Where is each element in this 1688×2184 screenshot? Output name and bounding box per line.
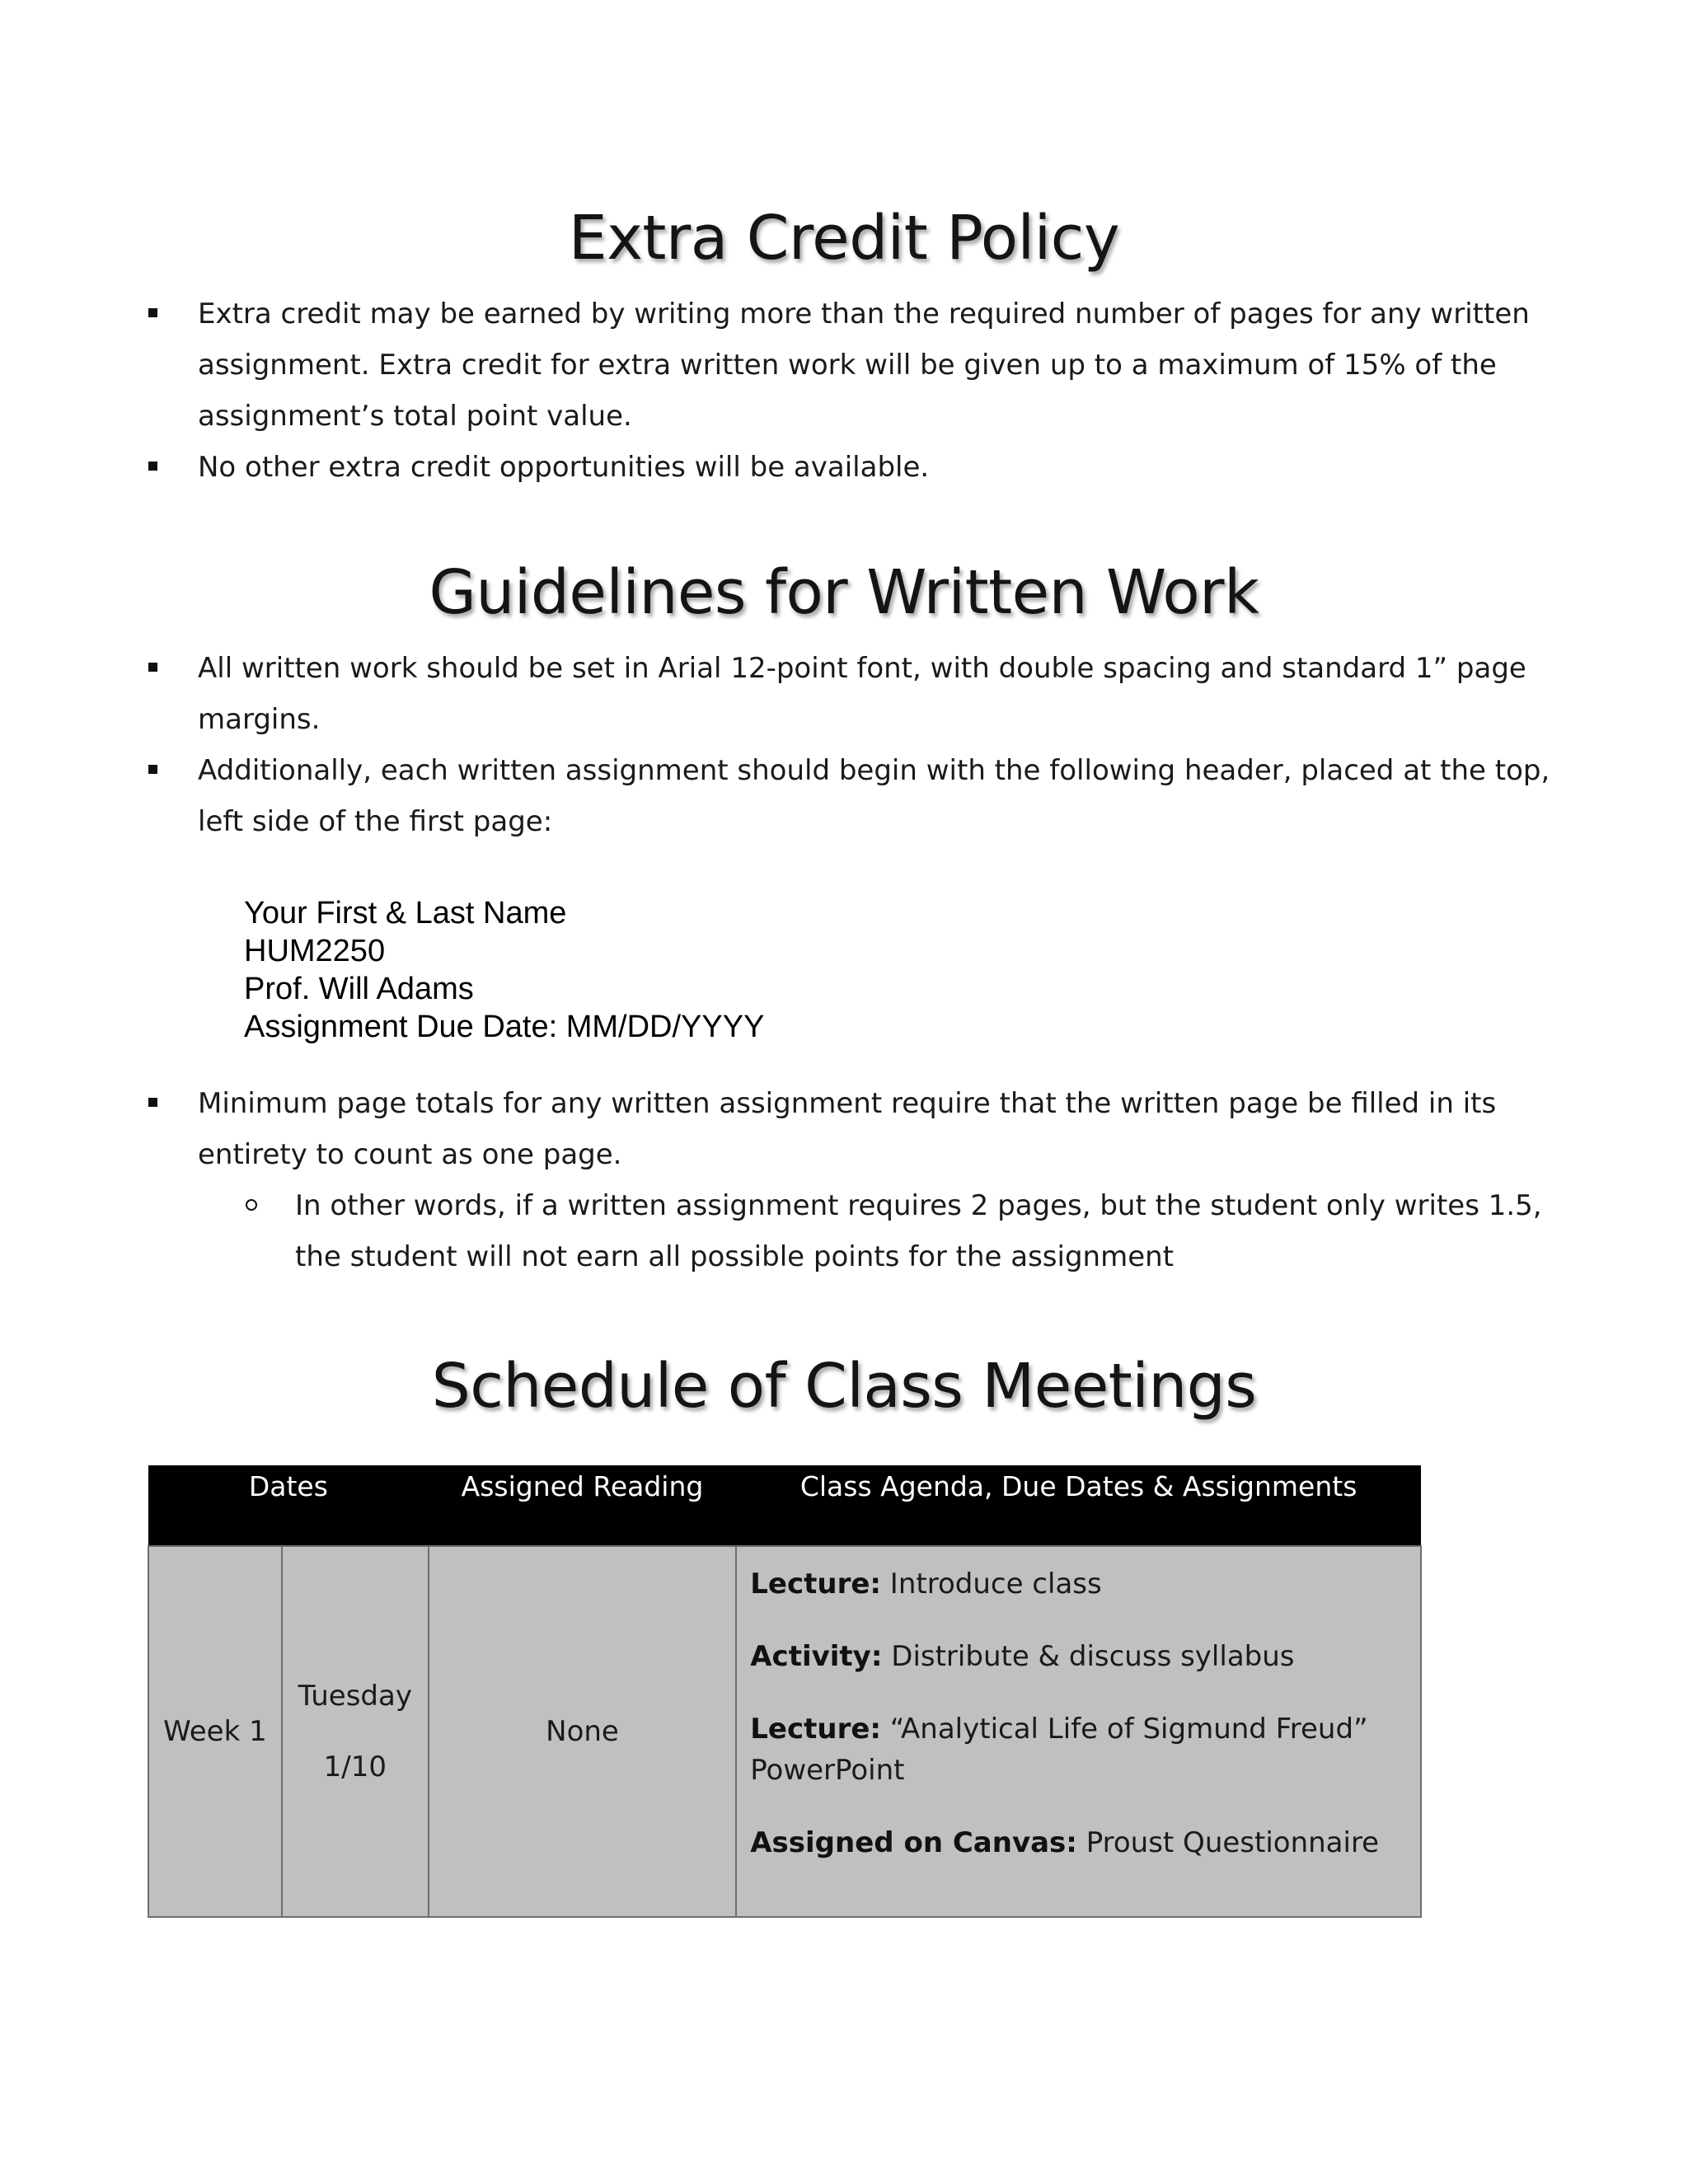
page-minimum-list: [0, 1078, 1688, 1282]
extra-credit-list: [0, 288, 1688, 493]
agenda-item: Lecture: “Analytical Life of Sigmund Freud” PowerPoint: [750, 1713, 1368, 1787]
guidelines-list: [0, 643, 1688, 847]
schedule-table: [148, 1465, 1422, 1918]
agenda-item: Assigned on Canvas: Proust Questionnaire: [750, 1826, 1380, 1859]
reading-cell: None: [429, 1546, 736, 1917]
column-header-reading: Assigned Reading: [429, 1465, 736, 1546]
table-header-row: [148, 1465, 1421, 1546]
list-item: Extra credit may be earned by writing more than the required number of pages for any written assignment. Extra credit for extra written work will be given up to a maximum of 15% of the assignment’s total point value.: [0, 288, 1688, 442]
agenda-item: Lecture: Introduce class: [750, 1568, 1102, 1601]
column-header-agenda: Class Agenda, Due Dates & Assignments: [736, 1465, 1421, 1546]
square-bullet-icon: [148, 1098, 157, 1107]
square-bullet-icon: [148, 663, 157, 672]
list-item: Additionally, each written assignment should begin with the following header, placed at the top, left side of the first page:: [0, 745, 1688, 847]
header-sample-line: Your First & Last Name: [244, 896, 567, 930]
table-row: [148, 1546, 1421, 1917]
date-label: 1/10: [323, 1750, 387, 1783]
square-bullet-icon: [148, 462, 157, 471]
day-label: Tuesday: [298, 1680, 412, 1713]
assignment-header-sample: [244, 894, 764, 1046]
list-item: Minimum page totals for any written assignment require that the written page be filled in its entirety to count as one page.: [0, 1078, 1688, 1180]
agenda-cell: [736, 1546, 1421, 1917]
schedule-heading: Schedule of Class Meetings: [431, 1351, 1257, 1422]
square-bullet-icon: [148, 308, 157, 317]
guidelines-heading: Guidelines for Written Work: [429, 557, 1259, 628]
sub-list-item: In other words, if a written assignment requires 2 pages, but the student only writes 1.5, the student will not earn all possible points for the assignment: [0, 1180, 1688, 1282]
week-cell: Week 1: [148, 1546, 282, 1917]
day-cell: [282, 1546, 429, 1917]
header-sample-line: Assignment Due Date: MM/DD/YYYY: [244, 1010, 765, 1044]
agenda-item: Activity: Distribute & discuss syllabus: [750, 1640, 1295, 1673]
square-bullet-icon: [148, 765, 157, 774]
column-header-dates: Dates: [148, 1465, 429, 1546]
list-item: All written work should be set in Arial 12-point font, with double spacing and standard 1” page margins.: [0, 643, 1688, 745]
list-item: No other extra credit opportunities will be available.: [0, 442, 1688, 493]
header-sample-line: Prof. Will Adams: [244, 972, 474, 1006]
circle-bullet-icon: [246, 1199, 257, 1211]
header-sample-line: HUM2250: [244, 934, 386, 968]
extra-credit-heading: Extra Credit Policy: [568, 203, 1120, 274]
